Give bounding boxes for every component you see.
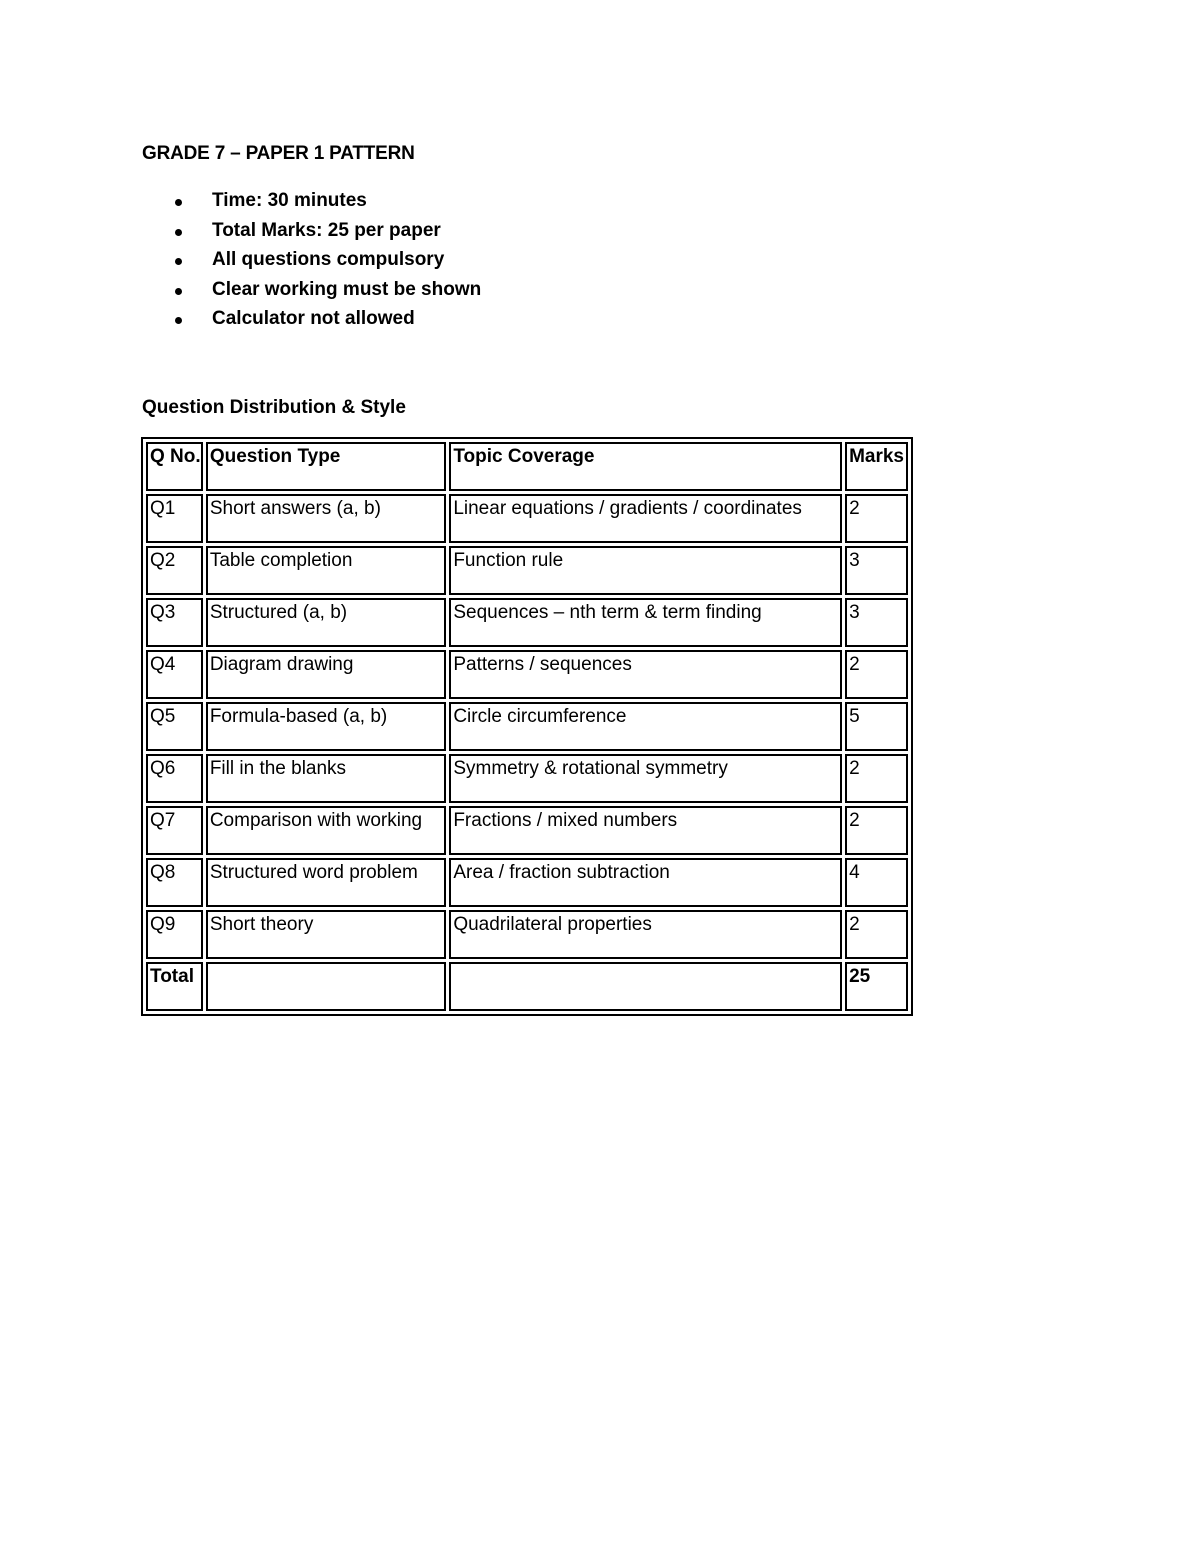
cell-marks: 2 bbox=[845, 806, 908, 855]
table-row bbox=[146, 598, 908, 647]
cell-marks: 4 bbox=[845, 858, 908, 907]
bullet-icon bbox=[175, 258, 182, 265]
cell-total-marks: 25 bbox=[845, 962, 908, 1011]
cell-total-label: Total bbox=[146, 962, 203, 1011]
cell-topic: Symmetry & rotational symmetry bbox=[449, 754, 842, 803]
section-heading: Question Distribution & Style bbox=[142, 397, 406, 418]
bullet-icon bbox=[175, 229, 182, 236]
cell-topic: Fractions / mixed numbers bbox=[449, 806, 842, 855]
bullet-icon bbox=[175, 199, 182, 206]
table-row bbox=[146, 910, 908, 959]
table-row bbox=[146, 702, 908, 751]
cell-qno: Q2 bbox=[146, 546, 203, 595]
table-row bbox=[146, 806, 908, 855]
document-title: GRADE 7 – PAPER 1 PATTERN bbox=[142, 143, 415, 164]
cell-question-type: Comparison with working bbox=[206, 806, 447, 855]
cell-marks: 3 bbox=[845, 598, 908, 647]
cell-qno: Q4 bbox=[146, 650, 203, 699]
cell-marks: 2 bbox=[845, 910, 908, 959]
table-row bbox=[146, 650, 908, 699]
cell-question-type: Diagram drawing bbox=[206, 650, 447, 699]
cell-marks: 2 bbox=[845, 650, 908, 699]
cell-qno: Q5 bbox=[146, 702, 203, 751]
list-item-text: Time: 30 minutes bbox=[212, 190, 367, 211]
cell-total-type bbox=[206, 962, 447, 1011]
list-item-text: Clear working must be shown bbox=[212, 278, 482, 300]
table-row bbox=[146, 546, 908, 595]
cell-marks: 3 bbox=[845, 546, 908, 595]
list-item-text: Calculator not allowed bbox=[212, 308, 415, 330]
header-qno: Q No. bbox=[146, 442, 203, 491]
cell-question-type: Short theory bbox=[206, 910, 447, 959]
cell-question-type: Fill in the blanks bbox=[206, 754, 447, 803]
cell-qno: Q9 bbox=[146, 910, 203, 959]
table-row bbox=[146, 858, 908, 907]
list-item bbox=[142, 248, 481, 278]
list-item bbox=[142, 219, 481, 249]
question-distribution-table bbox=[141, 437, 913, 1016]
cell-topic: Quadrilateral properties bbox=[449, 910, 842, 959]
list-item bbox=[142, 307, 481, 337]
cell-question-type: Structured word problem bbox=[206, 858, 447, 907]
cell-question-type: Structured (a, b) bbox=[206, 598, 447, 647]
table-header-row bbox=[146, 442, 908, 491]
header-question-type: Question Type bbox=[206, 442, 447, 491]
cell-marks: 2 bbox=[845, 754, 908, 803]
table-row bbox=[146, 754, 908, 803]
cell-topic: Patterns / sequences bbox=[449, 650, 842, 699]
header-topic-coverage: Topic Coverage bbox=[449, 442, 842, 491]
cell-question-type: Short answers (a, b) bbox=[206, 494, 447, 543]
cell-qno: Q1 bbox=[146, 494, 203, 543]
cell-qno: Q6 bbox=[146, 754, 203, 803]
cell-topic: Circle circumference bbox=[449, 702, 842, 751]
bullet-icon bbox=[175, 288, 182, 295]
header-marks: Marks bbox=[845, 442, 908, 491]
table-row bbox=[146, 494, 908, 543]
cell-question-type: Formula-based (a, b) bbox=[206, 702, 447, 751]
cell-qno: Q7 bbox=[146, 806, 203, 855]
cell-total-topic bbox=[449, 962, 842, 1011]
bullet-icon bbox=[175, 317, 182, 324]
cell-topic: Linear equations / gradients / coordinates bbox=[449, 494, 842, 543]
cell-question-type: Table completion bbox=[206, 546, 447, 595]
list-item-text: Total Marks: 25 per paper bbox=[212, 219, 441, 241]
cell-topic: Function rule bbox=[449, 546, 842, 595]
cell-qno: Q3 bbox=[146, 598, 203, 647]
table-total-row bbox=[146, 962, 908, 1011]
list-item bbox=[142, 278, 481, 308]
list-item-text: All questions compulsory bbox=[212, 249, 445, 271]
cell-marks: 5 bbox=[845, 702, 908, 751]
list-item bbox=[142, 189, 481, 219]
cell-topic: Sequences – nth term & term finding bbox=[449, 598, 842, 647]
cell-qno: Q8 bbox=[146, 858, 203, 907]
cell-topic: Area / fraction subtraction bbox=[449, 858, 842, 907]
cell-marks: 2 bbox=[845, 494, 908, 543]
instructions-list bbox=[142, 189, 481, 337]
